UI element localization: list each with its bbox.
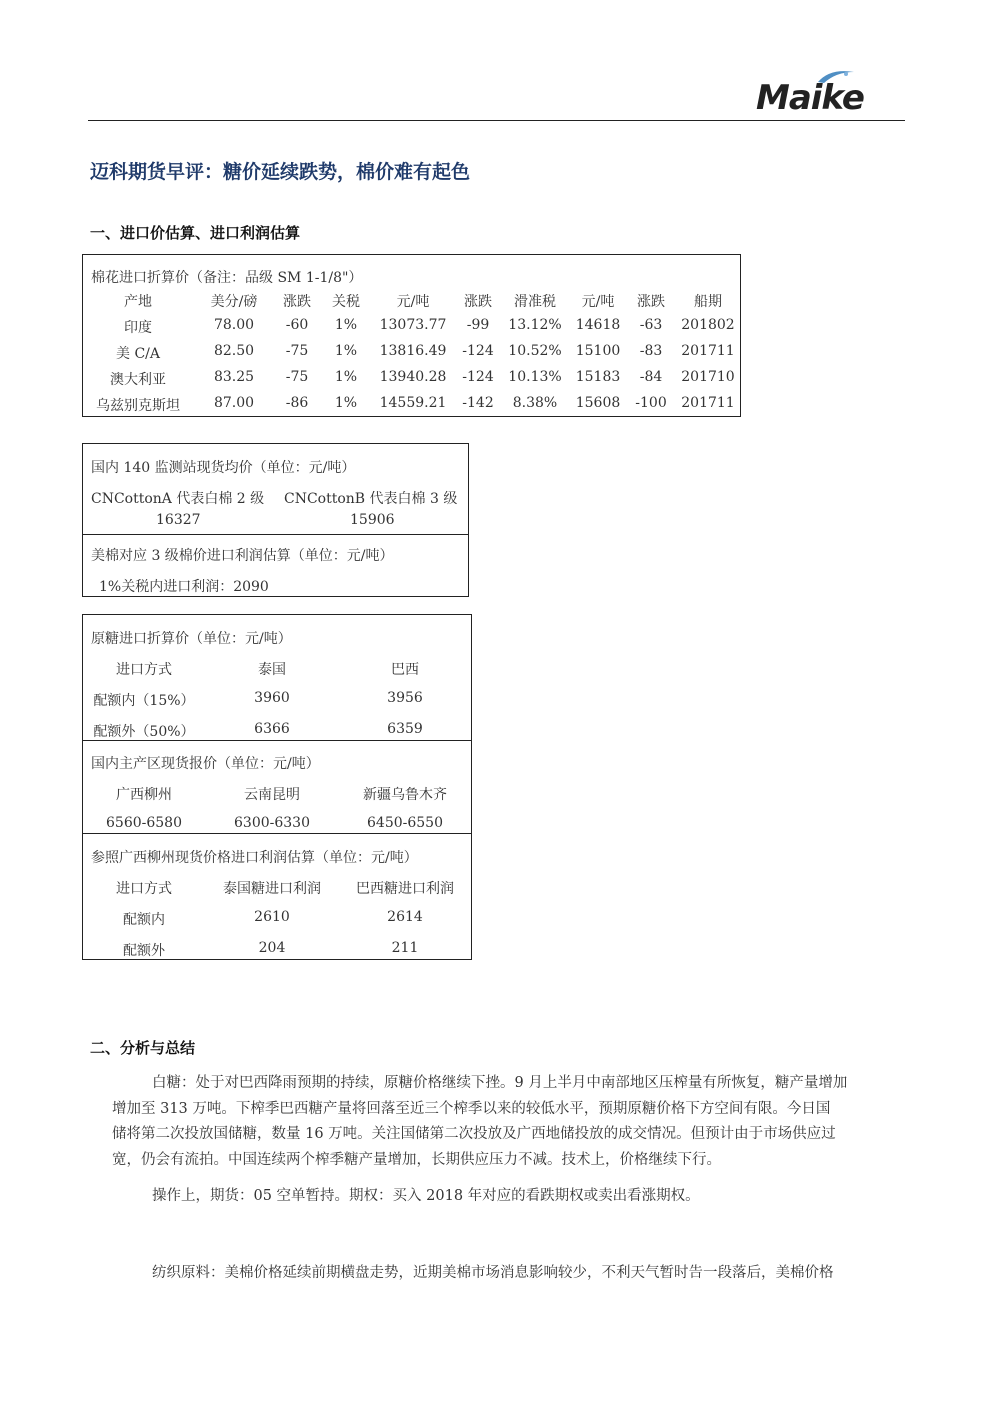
para-line: 储将第二次投放国储糖，数量 16 万吨。关注国储第二次投放及广西地储投放的成交情况。但预计由于市场供应过 [112, 1126, 836, 1142]
cotton-header-cell: 产地 [124, 294, 152, 310]
sugar-import-caption: 原糖进口折算价（单位：元/吨） [91, 631, 292, 647]
sugar-divider-1 [83, 740, 471, 741]
cotton-row-cell: 1% [334, 343, 358, 359]
sugar-profit-row-cell: 211 [391, 940, 419, 956]
sugar-spot-caption: 国内主产区现货报价（单位：元/吨） [91, 756, 320, 772]
cncottona-value: 16327 [156, 512, 201, 528]
cotton-row-cell: -142 [462, 395, 494, 411]
cotton-row-cell: 14559.21 [379, 395, 447, 411]
cotton-domestic-box [82, 443, 469, 597]
cotton-header-cell: 元/吨 [581, 294, 615, 310]
cotton-header-cell: 滑准税 [514, 294, 556, 310]
sugar-import-row-cell: 3956 [387, 690, 423, 706]
cotton-row-cell: 13073.77 [379, 317, 447, 333]
cotton-row-cell: -124 [462, 369, 494, 385]
cotton-row-cell: 83.25 [213, 369, 255, 385]
para-line: 白糖：处于对巴西降雨预期的持续，原糖价格继续下挫。9 月上半月中南部地区压榨量有所恢复，糖产量增加 [152, 1075, 848, 1091]
sugar-profit-header-cell: 进口方式 [116, 881, 172, 897]
cotton-row-cell: 14618 [575, 317, 621, 333]
cotton-row-cell: 13.12% [508, 317, 562, 333]
cotton-row-cell: 乌兹别克斯坦 [96, 398, 180, 414]
cotton-row-cell: 201711 [681, 395, 735, 411]
sugar-profit-header-cell: 泰国糖进口利润 [223, 881, 321, 897]
sugar-profit-row-cell: 配额外 [123, 943, 165, 959]
cotton-profit-caption: 美棉对应 3 级棉价进口利润估算（单位：元/吨） [91, 548, 394, 564]
logo-swoosh-icon [816, 68, 856, 84]
cotton-header-cell: 美分/磅 [210, 294, 258, 310]
sugar-spot-header-cell: 新疆乌鲁木齐 [363, 787, 447, 803]
cotton-row-cell: -75 [285, 343, 309, 359]
cotton-row-cell: 201711 [681, 343, 735, 359]
sugar-profit-caption: 参照广西柳州现货价格进口利润估算（单位：元/吨） [91, 850, 418, 866]
sugar-box [82, 614, 472, 960]
cncottonb-value: 15906 [350, 512, 395, 528]
para-line: 增加至 313 万吨。下榨季巴西糖产量将回落至近三个榨季以来的较低水平，预期原糖价格下方空间有限。今日国 [112, 1100, 831, 1117]
sugar-profit-row-cell: 204 [258, 940, 286, 956]
sugar-spot-header-cell: 云南昆明 [244, 787, 300, 803]
cotton-row-cell: 201710 [681, 369, 735, 385]
sugar-import-row-cell: 配额内（15%） [93, 693, 195, 709]
cotton-row-cell: 15100 [575, 343, 621, 359]
para-line: 宽，仍会有流拍。中国连续两个榨季糖产量增加，长期供应压力不减。技术上，价格继续下行。 [112, 1151, 721, 1168]
cotton-row-cell: 1% [334, 317, 358, 333]
sugar-analysis-paragraph [112, 1071, 902, 1173]
cotton-row-cell: 10.52% [508, 343, 562, 359]
cotton-row-cell: 13940.28 [379, 369, 447, 385]
cotton-header-cell: 涨跌 [464, 294, 492, 310]
sugar-import-row-cell: 3960 [254, 690, 290, 706]
section2-heading: 二、分析与总结 [90, 1039, 196, 1057]
cotton-row-cell: 87.00 [213, 395, 255, 411]
textile-paragraph: 纺织原料：美棉价格延续前期横盘走势，近期美棉市场消息影响较少，不利天气暂时告一段落后，美棉价格 [152, 1265, 834, 1281]
cotton-row-cell: 15608 [575, 395, 621, 411]
cotton-row-cell: 15183 [575, 369, 621, 385]
section1-heading: 一、进口价估算、进口利润估算 [90, 224, 301, 242]
cotton-header-cell: 涨跌 [637, 294, 665, 310]
sugar-spot-value-cell: 6560-6580 [106, 815, 182, 831]
sugar-profit-row-cell: 配额内 [123, 912, 165, 928]
sugar-profit-row-cell: 2610 [254, 909, 290, 925]
sugar-divider-2 [83, 833, 471, 834]
sugar-spot-value-cell: 6450-6550 [367, 815, 443, 831]
cotton-row-cell: -84 [639, 369, 663, 385]
cotton-row-cell: -83 [639, 343, 663, 359]
cotton-header-cell: 元/吨 [396, 294, 430, 310]
cotton-header-cell: 关税 [332, 294, 360, 310]
sugar-import-row-cell: 配额外（50%） [93, 724, 195, 740]
cotton-domestic-caption: 国内 140 监测站现货均价（单位：元/吨） [91, 460, 356, 476]
cotton-profit-text: 1%关税内进口利润：2090 [99, 579, 269, 595]
page-title: 迈科期货早评：糖价延续跌势，棉价难有起色 [90, 161, 471, 183]
cotton-row-cell: 10.13% [508, 369, 562, 385]
cotton-row-cell: 201802 [681, 317, 735, 333]
cotton-domestic-divider [83, 534, 468, 535]
sugar-spot-header-cell: 广西柳州 [116, 787, 172, 803]
cotton-row-cell: 82.50 [213, 343, 255, 359]
cotton-import-table [82, 254, 741, 417]
cotton-row-cell: 78.00 [213, 317, 255, 333]
cotton-row-cell: 8.38% [512, 395, 558, 411]
cotton-header-cell: 船期 [694, 294, 722, 310]
sugar-import-row-cell: 6359 [387, 721, 423, 737]
cotton-header-cell: 涨跌 [283, 294, 311, 310]
sugar-import-header-cell: 进口方式 [116, 662, 172, 678]
header-rule [88, 120, 905, 121]
cotton-row-cell: 印度 [124, 320, 152, 336]
cotton-row-cell: -124 [462, 343, 494, 359]
cotton-row-cell: 1% [334, 395, 358, 411]
cotton-row-cell: -100 [635, 395, 667, 411]
cotton-row-cell: 美 C/A [116, 346, 160, 362]
cncottonb-label: CNCottonB 代表白棉 3 级 [284, 491, 458, 507]
sugar-spot-value-cell: 6300-6330 [234, 815, 310, 831]
cotton-row-cell: 澳大利亚 [110, 372, 166, 388]
cotton-import-caption: 棉花进口折算价（备注：品级 SM 1-1/8"） [91, 270, 363, 286]
sugar-import-header-cell: 巴西 [391, 662, 419, 678]
cotton-row-cell: -63 [639, 317, 663, 333]
cotton-row-cell: -86 [285, 395, 309, 411]
cotton-row-cell: -60 [285, 317, 309, 333]
cotton-row-cell: -99 [466, 317, 490, 333]
maike-logo [756, 78, 896, 118]
logo-text: Maike [756, 78, 864, 118]
sugar-profit-header-cell: 巴西糖进口利润 [356, 881, 454, 897]
sugar-operation-paragraph: 操作上，期货：05 空单暂持。期权：买入 2018 年对应的看跌期权或卖出看涨期权。 [152, 1188, 700, 1204]
sugar-profit-row-cell: 2614 [387, 909, 423, 925]
sugar-import-header-cell: 泰国 [258, 662, 286, 678]
cotton-row-cell: 1% [334, 369, 358, 385]
sugar-import-row-cell: 6366 [254, 721, 290, 737]
cotton-row-cell: -75 [285, 369, 309, 385]
cotton-row-cell: 13816.49 [379, 343, 447, 359]
cncottona-label: CNCottonA 代表白棉 2 级 [91, 491, 265, 507]
